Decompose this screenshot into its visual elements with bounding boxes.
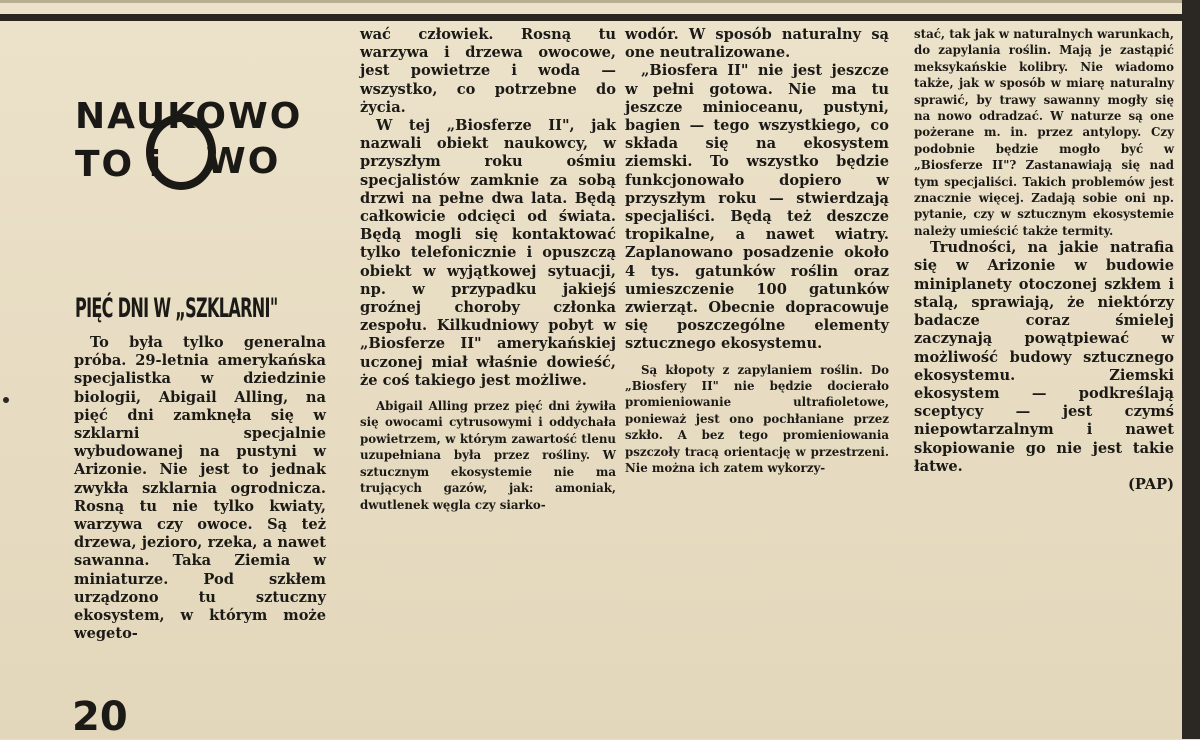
col3-paragraph-2: „Biosfera II" nie jest jeszcze w pełni gotowa. Nie ma tu jeszcze minioceanu, pustyni, bagien — tego wszystkiego, co składa się na ekosystem ziemski. To wszystko będzie funkcjonowało dopiero w przyszłym roku — stwierdzają specjaliści. Będą też deszcze tropikalne, a nawet wiatry. Zaplanowano posadzenie około 4 tys. gatunków roślin oraz umieszczenie 100 gatunków zwierząt. Obecnie dopracowuje się poszczególne elementy sztucznego ekosystemu. [625, 62, 889, 353]
column-1 [74, 334, 326, 643]
right-binding-edge [1182, 0, 1200, 739]
masthead-line-1: NAUKOWO [75, 96, 303, 137]
col1-paragraph: To była tylko generalna próba. 29-letnia amerykańska specjalistka w dziedzinie biologii, Abigail Alling, na pięć dni zamknęła się w szklarni specjalnie wybudowanej na pustyni w Arizonie. Nie jest to jednak zwykła szklarnia ogrodnicza. Rosną tu nie tylko kwiaty, warzywa czy owoce. Są też drzewa, jezioro, rzeka, a nawet sawanna. Taka Ziemia w miniaturze. Pod szkłem urządzono tu sztuczny ekosystem, w którym może wegeto- [74, 334, 326, 643]
top-edge [0, 0, 1184, 3]
column-2 [360, 26, 616, 513]
col3-paragraph-1: wodór. W sposób naturalny są one neutralizowane. [625, 26, 889, 62]
col4-paragraph-1: stać, tak jak w naturalnych warunkach, do zapylania roślin. Mają je zastąpić meksykańskie kolibry. Nie wiadomo także, jak w sposób w miarę naturalny sprawić, by trawy sawanny mogły się na nowo odradzać. W naturze są one pożerane m. in. przez antylopy. Czy podobnie będzie mogło być w „Biosferze II"? Zastanawiają się nad tym specjaliści. Takich problemów jest znacznie więcej. Zadają sobie oni np. pytanie, czy w sztucznym ekosystemie należy umieścić także termity. [914, 27, 1174, 238]
article-signature: (PAP) [1127, 475, 1174, 493]
top-rule [0, 14, 1184, 21]
col4-paragraph-2: Trudności, na jakie natrafia się w Arizonie w budowie miniplanety otoczonej szkłem i stalą, sprawiają, że niektórzy badacze coraz śmielej zaczynają powątpiewać w możliwość budowy sztucznego ekosystemu. Ziemski ekosystem — podkreślają sceptycy — jest czymś niepowtarzalnym i nawet skopiowanie go nie jest takie łatwe. [914, 239, 1174, 475]
column-3 [625, 26, 889, 477]
col2-paragraph-1: wać człowiek. Rosną tu warzywa i drzewa owocowe, jest powietrze i woda — wszystko, co potrzebne do życia. [360, 26, 616, 116]
masthead-line-2a: TO i [75, 144, 164, 185]
col2-paragraph-3: Abigail Alling przez pięć dni żywiła się owocami cytrusowymi i oddychała powietrzem, w którym zawartość tlenu uzupełniana była przez rośliny. W sztucznym ekosystemie nie ma trujących gazów, jak: amoniak, dwutlenek węgla czy siarko- [360, 399, 616, 512]
masthead-line-2b: WO [206, 141, 281, 182]
col3-paragraph-3: Są kłopoty z zapylaniem roślin. Do „Biosfery II" nie będzie docierało promieniowanie ultrafioletowe, ponieważ jest ono pochłaniane przez szkło. A bez tego promieniowania pszczoły tracą orientację w przestrzeni. Nie można ich zatem wykorzy- [625, 362, 889, 476]
margin-mark [3, 397, 9, 403]
article-headline: PIĘĆ DNI W „SZKLARNI" [75, 293, 278, 324]
col2-paragraph-2: W tej „Biosferze II", jak nazwali obiekt naukowcy, w przyszłym roku ośmiu specjalistów zamknie za sobą drzwi na pełne dwa lata. Będą całkowicie odcięci od świata. Będą mogli się kontaktować tylko telefonicznie i opuszczą obiekt w wyjątkowej sytuacji, np. w przypadku jakiejś groźnej choroby członka zespołu. Kilkudniowy pobyt w „Biosferze II" amerykańskiej uczonej miał właśnie dowieść, że coś takiego jest możliwe. [360, 117, 616, 389]
page-number: 20 [72, 694, 128, 740]
column-4 [914, 26, 1174, 494]
